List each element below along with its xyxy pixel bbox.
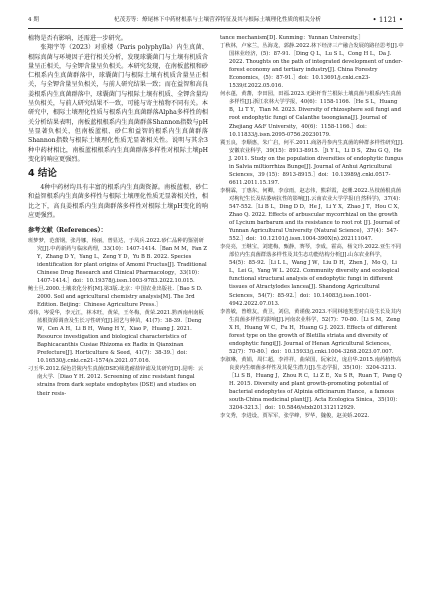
reference-entry: 冀玉良，李顺惠，朱广启，何平.2011.商洛丹参内生真菌的种群多样性研究[J].安徽农业科学，39(15)：8913-8915.［Ji Y L，Li D S，Zhu G Q，He J. 2011. Study on the population diversities of endophytic fungus in Salvia miltiorrhiza Bunge[J]. Journal of Anhui Agricultural Sciences，39 (15)：8913-8915.］doi：10.13989/j.cnki.0517-6611.2011.15.197. bbox=[220, 139, 404, 186]
reference-entry: 班梦梦，范蕾钢，张丹娜，杨丽，曾显达，于凤兵.2022.砂仁品种的鉴别研究[J].中药新药与临床药理，33(10)：1407-1414.［Ban M M，Fan Z Y，Zhang D Y，Yang L，Zeng Y D，Yu B B. 2022. Species identification for plant origins of Amomi Fructus[J]. Traditional Chinese Drug Research and Clinical Pharmacology，33(10)：1407-1414.］doi：10.19378/j.issn.1003-9783.2022.10.015. bbox=[28, 237, 208, 284]
issue-label: 4 期 bbox=[28, 17, 39, 23]
page-number: • 1121 • bbox=[372, 16, 403, 24]
left-column bbox=[28, 34, 208, 398]
running-header bbox=[28, 14, 403, 29]
reference-entry: 李淑琳，黄娟，周仁超，李祥祥，曲荣国，阮家汉，庞启华.2015.南药植物高良姜内生细菌多样性及其促生潜力[J].生态学报，35(10)：3204-3213.［Li S B，Huang J，Zhou R C，Li Z E，Xu S R，Ruan T，Pang Q H. 2015. Diversity and plant growth-promoting potential of bacterial endophytes of Alpinia officinarum Hance，a famous south-China medicinal plant[J]. Acta Ecologica Sinica，35(10)：3204-3213.］doi：10.5846/stxb201312112929. bbox=[220, 356, 402, 412]
running-title: 杞茂芳等：燎尾林下中药材根系与土壤营养特征及其与根际土壤理化性质的相关分析 bbox=[114, 17, 321, 23]
reference-entry: 李亮亮，王继宝，刘建梅，甄静，赛琴，李成，霍高，杨文玲.2022.亚生不同部位内生真菌群落多样性及其生态功能结构分析[J].山东农业科学，54(5)：85-92.［Li L L，Wang J W，Liu D H，Zhen J，Mo Q，Li L，Lei G，Yang W L. 2022. Community diversity and ecological functional structural analysis of endophytic fungi in different tissues of Atractylodes lancea[J]. Shandong Agricultural Sciences，54(7)：85-92.］doi：10.14083/j.issn.1001-4942.2022.07.013. bbox=[220, 244, 402, 307]
reference-entry: tance mechanism[D]. Kunming：Yunnan University.］ bbox=[220, 35, 364, 41]
paragraph-continued: 植物是否有影响，还需进一步研究。 bbox=[28, 35, 127, 42]
reference-entry: 李桐霖，丁惠东，何卿，李彦雨，赵志伟，熊彩霞，赵珊.2022.丛枝菌根真菌对枸杞生长及枯萎病抗性的影响[J].云南农业大学学报(自然科学)，37(4)：547-552.［Li B L，Ding D D，He J，Li Y X，Zhao J T，Hou C X，Zhao Q. 2022. Effects of arbuscular mycorrhizal on the growth of Lycium barbarum and its resistance to root rot [J]. Journal of Yunnan Agricultural University (Natural Science)，37(4)：547-552.］doi：10.12101/j.issn.1004-390X(n).202111047. bbox=[220, 187, 404, 243]
discussion-paragraph: 张翔宇等（2023）对重楼（Paris polyphylla）内生真菌、根际真菌与环境因子进行相关分析，发现球囊菌门与土壤有机质含量呈正相关，与全钾含量呈负相关。本研究发现，在南板蓝根和砂仁根系内生真菌群落中，球囊菌门与根际土壤有机质含量呈正相关，与全钾含量呈负相关，与前人研究结果一致；而在益智和高良姜根系内生真菌群落中，球囊菌门与根际土壤有机质、全钾含量均呈负相关，与前人研究结果不一致，可能与寄主植物不同有关。本研究中，根际土壤理化性质与根系内生真菌群落Alpha多样性的相关分析结果表明，南板蓝根根系内生真菌群落Shannon指数与pH呈显著负相关，但南板蓝根、砂仁和益智的根系内生真菌群落Shannon指数与根际土壤理化性质无显著相关性。说明与其余3种中药材相比，南板蓝根根系内生真菌群落多样性对根际土壤pH变化的响应更强烈。 bbox=[28, 44, 208, 163]
reference-entry: 丁秋林，卢家兰，丛海龙，郭静.2022.林下经济三产融合发展的路径思考[J].中国林业经济，(5)：87-91.［Ding Q L，Lu S L，Cong H L，Da J. 2022. Thoughts on the path of integrated development of under-forest economy and tertiary industry[J]. China Forestry Economics，(5)：87-91.］doi：10.13691/j.cnki.cn23-1539/f.2022.05.016. bbox=[220, 43, 404, 90]
reference-entry: 鲍士旦.2000.土壤农化分析[M].第3版.北京：中国农业出版社.［Bao S D. 2000. Soil and agricultural chemistry analysis[M]. The 3rd Edition. Beijing：Chinese Agriculture Press.］ bbox=[28, 285, 203, 309]
reference-entry: 何水蓬，黄蕃，李田园，田福.2023.无距杆背兰根际土壤真菌与根系内生真菌多样性[J].浙江农林大学学报，40(6)：1158-1166.［He S L，Huang B，Li T Y，Tian M. 2023. Diversity of rhizosphere soil fungi and root endophytic fungi of Calanthe tsoongiana[J]. Journal of Zhejiang A&F University，40(6)：1158-1166.］doi：10.11833/j.issn.2095-0756.20230179. bbox=[220, 91, 402, 138]
conclusion-heading: 4 结论 bbox=[28, 168, 57, 180]
reference-entry: 邓伟，岑爱华，李元江，林本旺，黄荣，王冬梅，黄荣.2021.黔西南州南板蓝根资源调查及生长习性研究[J].园艺与种苗，41(7)：38-39.［Deng W，Cen A H，Li B H，Wang H Y，Xiao P，Huang J. 2021. Resource investigation and biological characteristics of Baphicacanthis Cusiae Rhizoma ex Radix in Qianxinan Prefecture[J]. Horticulture & Seed，41(7)：38-39.］doi：10.16530/j.cnki.cn21-1574/s.2021.07.016. bbox=[28, 310, 204, 365]
reference-entry: 李文秀，李进设，贾军军，张学峰，罗华，魏俊，赵美娇.2022. bbox=[220, 413, 370, 420]
conclusion-paragraph: 4种中药材均具有丰富的根系内生真菌资源。南板蓝根、砂仁和益智根系内生真菌多样性与根际土壤理化性质无显著相关性，相比之下，高良姜根系内生真菌群落多样性对根际土壤pH变化的响应更强烈。 bbox=[28, 184, 208, 220]
reference-entry: 李善敏，曾维友，黄卫，刘信，黄谨俊.2023.不同林地类型对白及生长及其内生真菌多样性的影响[J].河南农业科学，52(7)：70-80.［Li S M，Zeng X H，Huang W C，Fu H，Huang G J. 2023. Effects of different forest type on the growth of Bletilla striata and diversity of endophytic fungi[J]. Journal of Henan Agricultural Sciences，52(7)：70-80.］doi：10.15933/j.cnki.1004-3268.2023.07.007. bbox=[220, 308, 402, 355]
right-column bbox=[220, 34, 404, 420]
reference-entry: 刁玉华.2012.保色岩陵内生真菌(DSE)筛选耐盐锌滤及其研究[D].昆明：云南大学.［Diao Y H. 2012. Screening of zinc resistant fungal strains from dark septate endophytes (DSE) and studies on their resis- bbox=[28, 366, 204, 397]
references-heading: 参考文献（References）： bbox=[28, 227, 107, 235]
